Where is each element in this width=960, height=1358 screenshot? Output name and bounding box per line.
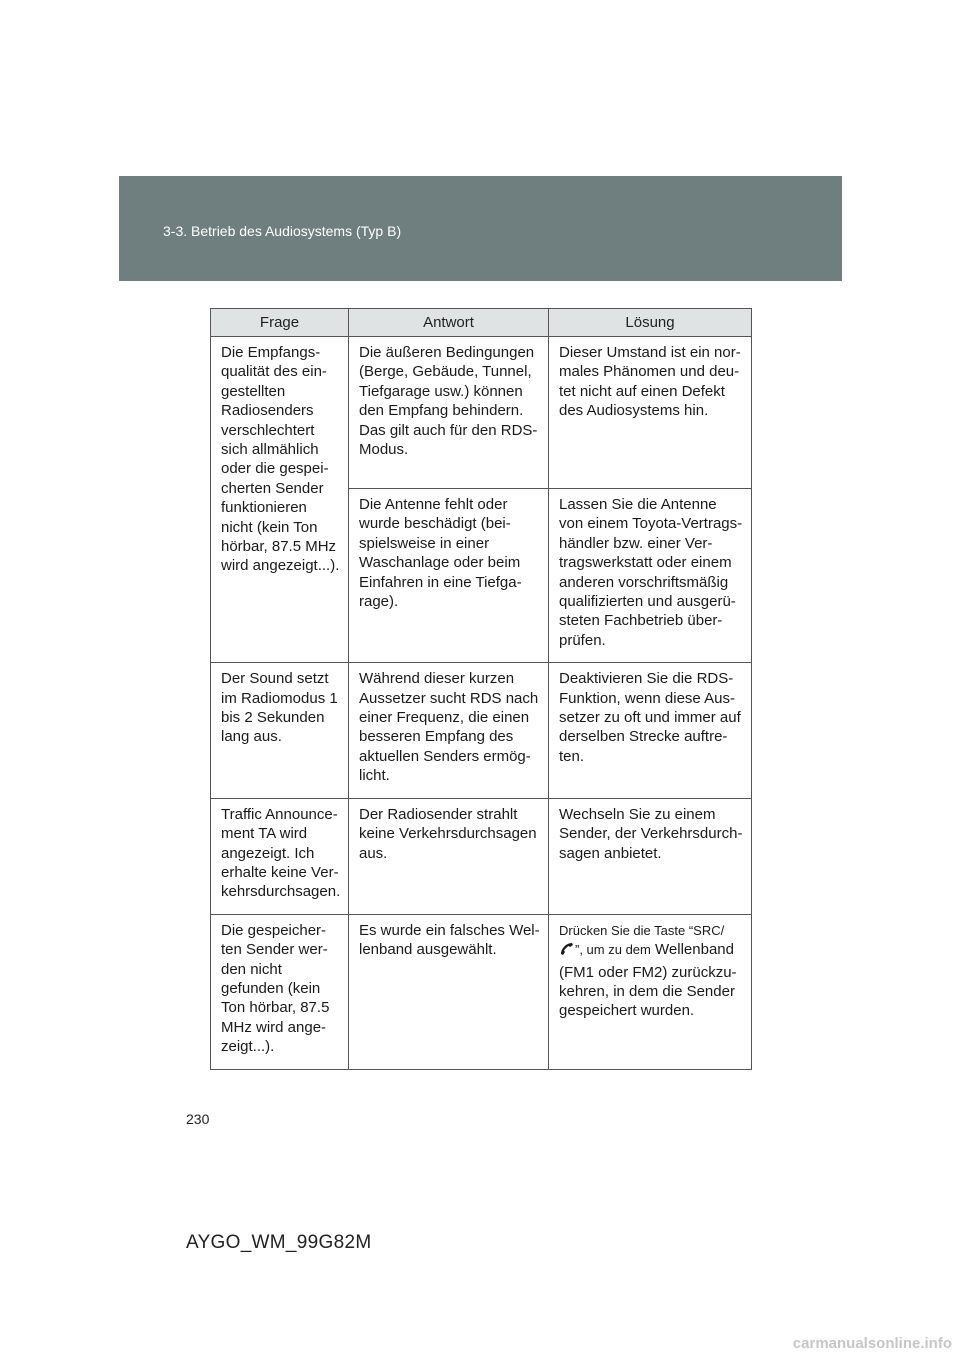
solution-text-part3: Wellenband (FM1 oder FM2) zurückzu-kehren, in dem die Sender gespeichert wurden. <box>559 941 737 1020</box>
solution-cell: Dieser Umstand ist ein nor-males Phänomen und deu-tet nicht auf einen Defekt des Audiosystems hin. <box>549 337 752 489</box>
column-header-antwort: Antwort <box>349 309 549 337</box>
question-cell: Die gespeicher-ten Sender wer-den nicht gefunden (kein Ton hörbar, 87.5 MHz wird ange-zeigt...). <box>211 914 349 1069</box>
solution-cell <box>549 914 752 1069</box>
table-header-row <box>211 309 752 337</box>
question-cell: Der Sound setzt im Radiomodus 1 bis 2 Sekunden lang aus. <box>211 663 349 798</box>
page-number: 230 <box>186 1111 210 1127</box>
phone-icon <box>559 941 575 962</box>
column-header-frage: Frage <box>211 309 349 337</box>
troubleshooting-table <box>210 308 752 1070</box>
answer-cell: Die Antenne fehlt oder wurde beschädigt (bei-spielsweise in einer Waschanlage oder beim Einfahren in eine Tiefga-rage). <box>349 489 549 663</box>
solution-cell: Lassen Sie die Antenne von einem Toyota-Vertrags-händler bzw. einer Ver-tragswerkstatt oder einem anderen vorschriftsmäßig qualifizierten und ausgerü-steten Fachbetrieb über-prüfen. <box>549 489 752 663</box>
question-cell: Traffic Announce-ment TA wird angezeigt. Ich erhalte keine Ver-kehrsdurchsagen. <box>211 798 349 914</box>
table-row <box>211 914 752 1069</box>
answer-cell: Während dieser kurzen Aussetzer sucht RDS nach einer Frequenz, die einen besseren Empfang des aktuellen Senders ermög-licht. <box>349 663 549 798</box>
watermark: carmanualsonline.info <box>792 1335 952 1352</box>
section-title: 3-3. Betrieb des Audiosystems (Typ B) <box>163 223 402 239</box>
table-row <box>211 337 752 489</box>
answer-cell: Die äußeren Bedingungen (Berge, Gebäude, Tunnel, Tiefgarage usw.) können den Empfang behindern. Das gilt auch für den RDS-Modus. <box>349 337 549 489</box>
table-row <box>211 663 752 798</box>
question-cell: Die Empfangs-qualität des ein-gestellten Radiosenders verschlechtert sich allmählich oder die gespei-cherten Sender funktionieren nicht (kein Ton hörbar, 87.5 MHz wird angezeigt...). <box>211 337 349 663</box>
solution-text-part1: Drücken Sie die Taste “SRC/ <box>559 922 725 938</box>
document-code: AYGO_WM_99G82M <box>186 1232 372 1253</box>
table-row <box>211 798 752 914</box>
solution-cell: Wechseln Sie zu einem Sender, der Verkehrsdurch-sagen anbietet. <box>549 798 752 914</box>
answer-cell: Es wurde ein falsches Wel-lenband ausgewählt. <box>349 914 549 1069</box>
answer-cell: Der Radiosender strahlt keine Verkehrsdurchsagen aus. <box>349 798 549 914</box>
section-header-band <box>119 176 842 281</box>
solution-cell: Deaktivieren Sie die RDS-Funktion, wenn diese Aus-setzer zu oft und immer auf derselben Strecke auftre-ten. <box>549 663 752 798</box>
solution-text-part2: ”, um zu dem <box>575 942 651 958</box>
column-header-loesung: Lösung <box>549 309 752 337</box>
